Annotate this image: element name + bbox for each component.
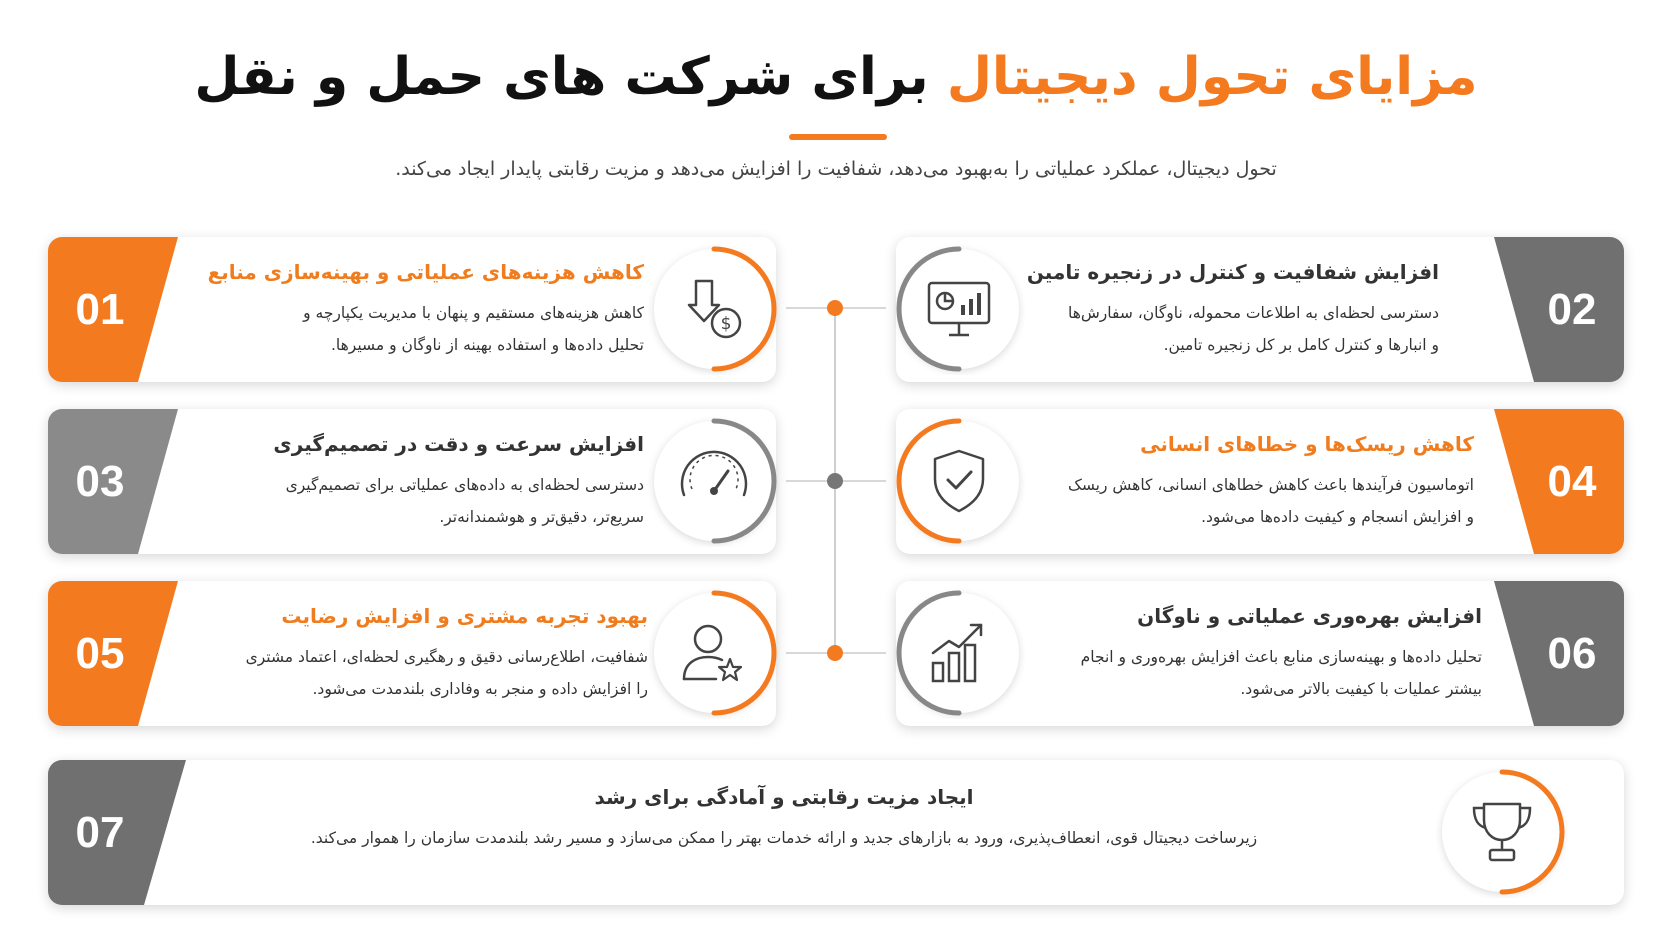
number-badge	[1494, 409, 1624, 554]
card-desc-line1: دسترسی لحظه‌ای به اطلاعات محموله، ناوگان، سفارش‌ها	[1067, 304, 1439, 322]
user-star-icon	[648, 587, 780, 719]
page-title	[0, 42, 1672, 112]
monitor-analytics-icon	[893, 243, 1025, 375]
page-subtitle: تحول دیجیتال، عملکرد عملیاتی را به‌بهبود می‌دهد، شفافیت را افزایش می‌دهد و مزیت رقابتی پایدار ایجاد می‌کند.	[395, 158, 1277, 180]
svg-text:$: $	[720, 314, 732, 334]
card-title: افزایش بهره‌وری عملیاتی و ناوگان	[1137, 604, 1482, 628]
connector-dot-1	[827, 300, 843, 316]
card-desc-line2: بیشتر عملیات با کیفیت بالاتر می‌شود.	[1240, 680, 1482, 698]
number-badge	[48, 581, 178, 726]
card-title: کاهش ریسک‌ها و خطاهای انسانی	[1140, 432, 1474, 456]
card-desc-line1: زیرساخت دیجیتال قوی، انعطاف‌پذیری، ورود به بازارهای جدید و ارائه خدمات بهتر را ممکن می‌سازد و مسیر رشد بلندمدت سازمان را هموار می‌کند.	[310, 829, 1258, 847]
card-desc-line2: و انبارها و کنترل کامل بر کل زنجیره تامین.	[1163, 336, 1439, 354]
trophy-icon	[1436, 766, 1568, 898]
benefit-card-07	[48, 760, 1624, 905]
title-accent: مزایای تحول دیجیتال	[946, 47, 1478, 107]
badge-number: 02	[1547, 285, 1597, 334]
card-desc-line2: را افزایش داده و منجر به وفاداری بلندمدت می‌شود.	[312, 680, 648, 698]
number-badge	[48, 409, 178, 554]
card-title: کاهش هزینه‌های عملیاتی و بهینه‌سازی منابع	[207, 260, 644, 284]
connector-dot-3	[827, 645, 843, 661]
badge-number: 01	[75, 285, 125, 334]
card-desc-line2: سریع‌تر، دقیق‌تر و هوشمندانه‌تر.	[439, 508, 644, 526]
number-badge	[48, 760, 178, 905]
card-desc-line1: شفافیت، اطلاع‌رسانی دقیق و رهگیری لحظه‌ای، اعتماد مشتری	[245, 648, 648, 666]
card-desc-line1: اتوماسیون فرآیندها باعث کاهش خطاهای انسانی، کاهش ریسک	[1067, 476, 1474, 494]
speedometer-icon	[648, 415, 780, 547]
badge-number: 04	[1547, 457, 1597, 506]
card-desc-line1: تحلیل داده‌ها و بهینه‌سازی منابع باعث افزایش بهره‌وری و انجام	[1080, 648, 1482, 666]
card-desc-line2: و افزایش انسجام و کیفیت داده‌ها می‌شود.	[1201, 508, 1474, 526]
title-dark: برای شرکت های حمل و نقل	[194, 47, 929, 107]
number-badge	[1494, 237, 1624, 382]
cost-reduction-icon	[648, 243, 780, 375]
card-desc-line1: کاهش هزینه‌های مستقیم و پنهان با مدیریت یکپارچه و	[303, 304, 644, 322]
card-title: بهبود تجربه مشتری و افزایش رضایت	[281, 604, 648, 628]
shield-check-icon	[893, 415, 1025, 547]
number-badge	[1494, 581, 1624, 726]
badge-number: 05	[75, 629, 125, 678]
badge-number: 03	[75, 457, 125, 506]
card-title: افزایش سرعت و دقت در تصمیم‌گیری	[273, 432, 644, 456]
badge-number: 07	[75, 808, 125, 857]
card-title: ایجاد مزیت رقابتی و آمادگی برای رشد	[594, 785, 974, 809]
title-underline	[789, 134, 887, 140]
connector-dot-2	[827, 473, 843, 489]
card-desc-line1: دسترسی لحظه‌ای به داده‌های عملیاتی برای تصمیم‌گیری	[285, 476, 644, 494]
card-desc-line2: تحلیل داده‌ها و استفاده بهینه از ناوگان و مسیرها.	[330, 336, 644, 354]
badge-number: 06	[1547, 629, 1597, 678]
growth-chart-icon	[893, 587, 1025, 719]
card-title: افزایش شفافیت و کنترل در زنجیره تامین	[1026, 260, 1439, 284]
number-badge	[48, 237, 178, 382]
